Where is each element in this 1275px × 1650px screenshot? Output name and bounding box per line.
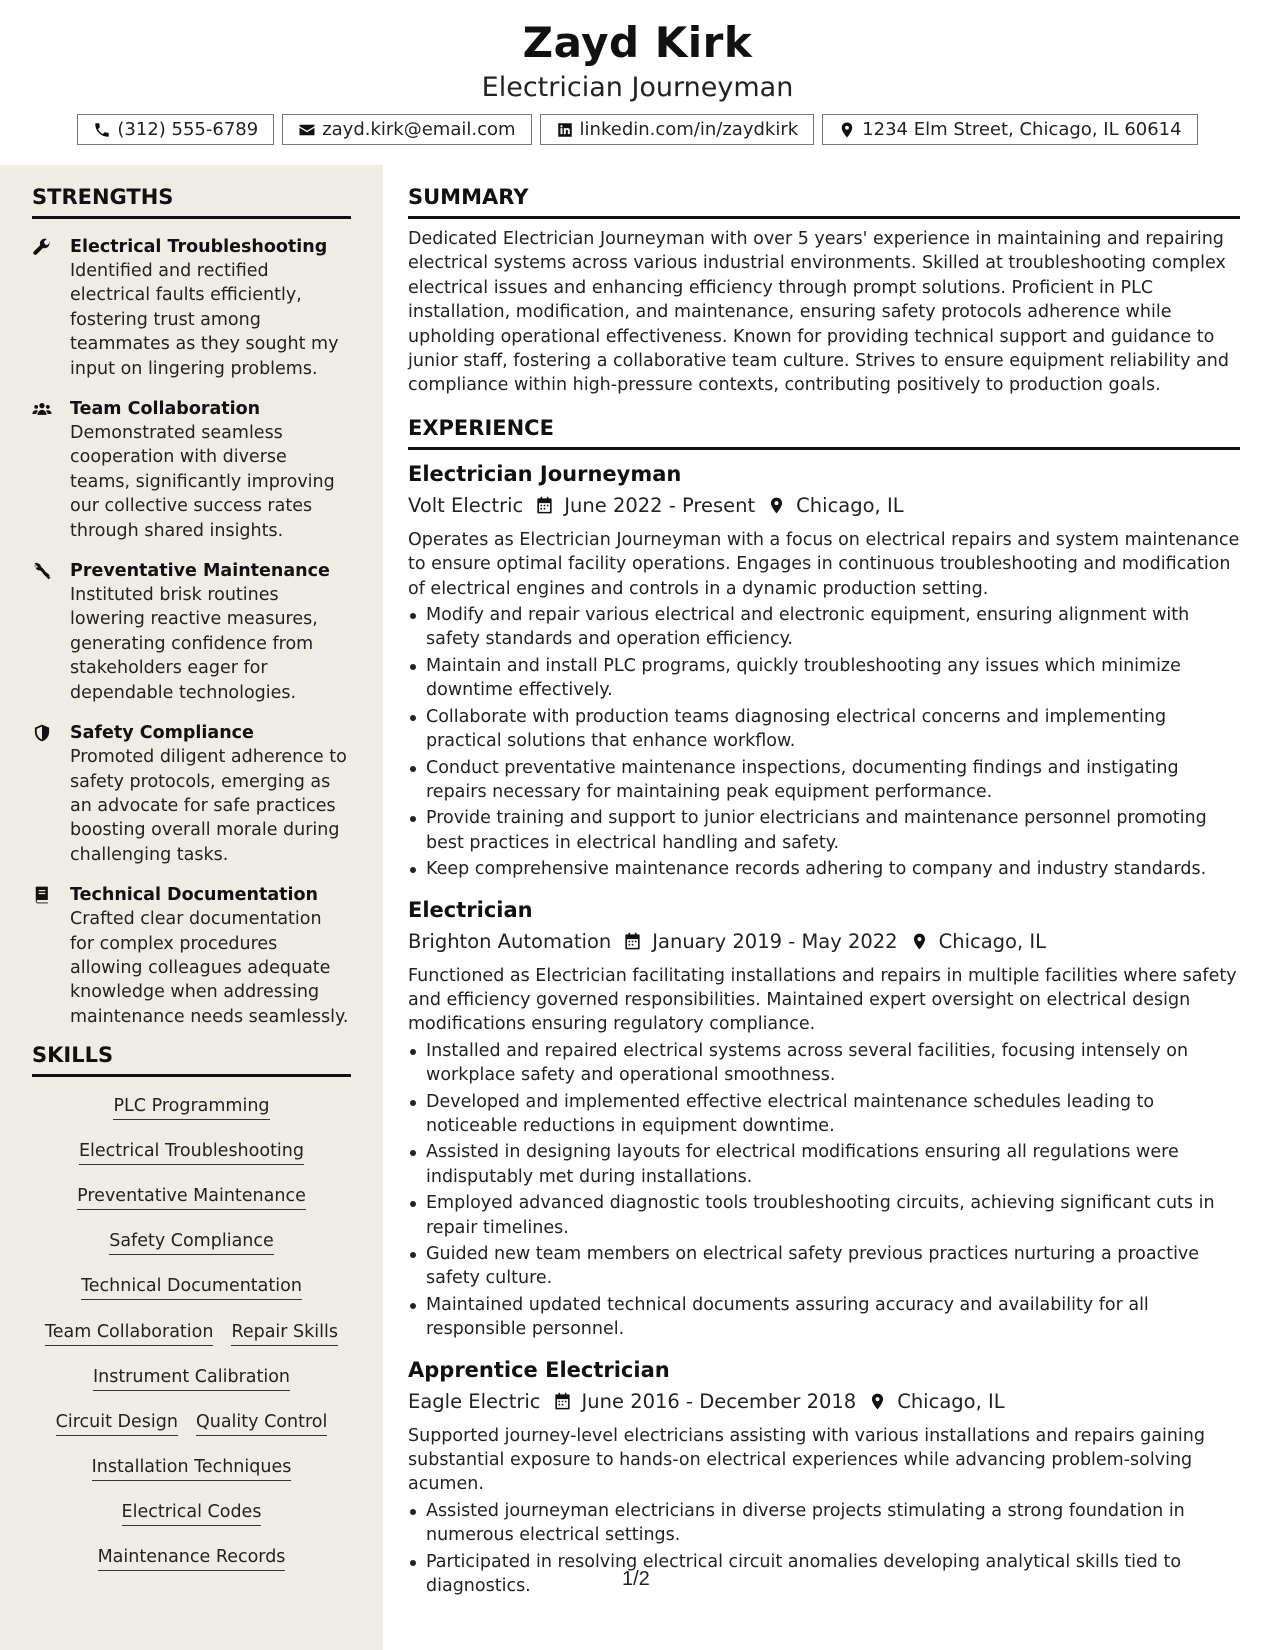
job-description: Operates as Electrician Journeyman with a focus on electrical repairs and system maintenance to ensure optimal facility operations. Engages in continuous troubleshooting and modification of electrical engines and controls in a dynamic production setting. (408, 529, 1240, 599)
job-bullet: Conduct preventative maintenance inspections, documenting findings and instigating repairs necessary for maintaining peak equipment performance. (408, 756, 1240, 805)
skill-tag: PLC Programming (113, 1096, 269, 1120)
job-meta (408, 928, 1240, 956)
contact-linkedin[interactable] (540, 114, 815, 145)
job-bullet: Maintain and install PLC programs, quickly troubleshooting any issues which minimize downtime effectively. (408, 654, 1240, 703)
calendar-icon (623, 932, 642, 951)
job-entry (408, 1356, 1240, 1599)
skills-section (32, 1043, 351, 1582)
skill-tag: Repair Skills (231, 1322, 338, 1346)
job-bullet: Collaborate with production teams diagnosing electrical concerns and implementing practical solutions that enhance workflow. (408, 705, 1240, 754)
contact-email[interactable] (282, 114, 531, 145)
job-bullet: Keep comprehensive maintenance records adhering to company and industry standards. (408, 857, 1240, 881)
strengths-title: STRENGTHS (32, 185, 351, 219)
contact-address (822, 114, 1197, 145)
skill-tag: Installation Techniques (92, 1457, 292, 1481)
summary-text: Dedicated Electrician Journeyman with over 5 years' experience in maintaining and repairing electrical systems across various industrial environments. Skilled at troubleshooting complex electrical issues and enhancing efficiency through prompt solutions. Proficient in PLC installation, modification, and maintenance, ensuring safety protocols adherence while upholding operational effectiveness. Known for providing technical support and guidance to junior staff, fostering a collaborative team culture. Strives to ensure equipment reliability and compliance within high-pressure contexts, contributing positively to production goals. (408, 229, 1229, 396)
job-bullet: Guided new team members on electrical safety previous practices nurturing a proactive safety culture. (408, 1242, 1240, 1291)
skill-tag: Maintenance Records (98, 1547, 286, 1571)
job-meta (408, 1388, 1240, 1416)
calendar-icon (535, 496, 554, 515)
job-company: Volt Electric (408, 493, 524, 517)
job-meta (408, 492, 1240, 520)
strength-name: Safety Compliance (70, 723, 254, 744)
strengths-section (32, 185, 351, 1029)
skill-tag: Instrument Calibration (93, 1367, 290, 1391)
strength-name: Technical Documentation (70, 885, 319, 906)
candidate-title: Electrician Journeyman (481, 72, 794, 103)
strength-desc: Identified and rectified electrical faults efficiently, fostering trust among teammates as they sought my input on lingering problems. (70, 261, 339, 379)
main-column (408, 165, 1240, 1598)
skills-title: SKILLS (32, 1043, 351, 1077)
skill-tag: Quality Control (196, 1412, 327, 1436)
job-entry (408, 896, 1240, 1342)
job-company: Brighton Automation (408, 929, 612, 953)
summary-title: SUMMARY (408, 185, 1240, 219)
resume-header (0, 0, 1275, 165)
contact-email-text: zayd.kirk@email.com (322, 119, 516, 140)
strength-desc: Promoted diligent adherence to safety protocols, emerging as an advocate for safe practices boosting overall morale during challenging tasks. (70, 747, 347, 865)
experience-title: EXPERIENCE (408, 416, 1240, 450)
strength-name: Preventative Maintenance (70, 561, 330, 582)
job-bullet: Developed and implemented effective electrical maintenance schedules leading to noticeable reductions in equipment downtime. (408, 1090, 1240, 1139)
job-description: Supported journey-level electricians assisting with various installations and repairs gaining substantial exposure to hands-on electrical experiences while advancing problem-solving acumen. (408, 1425, 1205, 1495)
job-dates: June 2016 - December 2018 (581, 1389, 857, 1413)
calendar-icon (553, 1392, 572, 1411)
map-pin-icon (868, 1392, 887, 1411)
experience-section (408, 416, 1240, 1599)
skill-tag: Electrical Troubleshooting (79, 1141, 304, 1165)
job-location: Chicago, IL (796, 493, 904, 517)
job-bullet: Provide training and support to junior electricians and maintenance personnel promoting best practices in electrical handling and safety. (408, 806, 1240, 855)
contact-linkedin-text: linkedin.com/in/zaydkirk (579, 119, 799, 140)
job-location: Chicago, IL (897, 1389, 1005, 1413)
tools-icon (32, 561, 52, 581)
strength-name: Team Collaboration (70, 399, 261, 420)
strength-desc: Instituted brisk routines lowering reactive measures, generating confidence from stakeholders eager for dependable technologies. (70, 585, 318, 703)
sidebar (0, 165, 383, 1650)
job-location: Chicago, IL (938, 929, 1046, 953)
contact-bar (0, 114, 1275, 145)
phone-icon (93, 121, 111, 139)
strength-item (32, 235, 351, 381)
map-pin-icon (910, 932, 929, 951)
job-title: Apprentice Electrician (408, 1357, 670, 1382)
skill-tag: Circuit Design (56, 1412, 178, 1436)
job-bullet: Maintained updated technical documents assuring accuracy and availability for all responsible personnel. (408, 1293, 1240, 1342)
job-bullets (408, 1499, 1240, 1599)
wrench-icon (32, 237, 52, 257)
contact-phone-text: (312) 555-6789 (117, 119, 259, 140)
job-dates: June 2022 - Present (564, 493, 756, 517)
strength-item (32, 721, 351, 867)
envelope-icon (298, 121, 316, 139)
skills-list (32, 1085, 351, 1582)
contact-phone (77, 114, 274, 145)
job-bullet: Installed and repaired electrical systems across several facilities, focusing intensely on workplace safety and operational smoothness. (408, 1039, 1240, 1088)
map-pin-icon (838, 121, 856, 139)
job-bullet: Assisted journeyman electricians in diverse projects stimulating a strong foundation in numerous electrical settings. (408, 1499, 1240, 1548)
strength-item (32, 883, 351, 1029)
strength-desc: Crafted clear documentation for complex procedures allowing colleagues adequate knowledge when addressing maintenance needs seamlessly. (70, 909, 349, 1027)
job-dates: January 2019 - May 2022 (652, 929, 898, 953)
skill-tag: Safety Compliance (109, 1231, 274, 1255)
page-number: 1/2 (622, 1568, 650, 1590)
skill-tag: Team Collaboration (45, 1322, 213, 1346)
linkedin-icon (556, 121, 574, 139)
job-company: Eagle Electric (408, 1389, 541, 1413)
job-description: Functioned as Electrician facilitating installations and repairs in multiple facilities where safety and efficiency governed responsibilities. Maintained expert oversight on electrical design modifications ensuring regulatory compliance. (408, 965, 1237, 1035)
job-bullets (408, 1039, 1240, 1342)
map-pin-icon (767, 496, 786, 515)
job-entry (408, 460, 1240, 882)
strength-item (32, 559, 351, 705)
summary-section (408, 185, 1240, 398)
job-bullet: Modify and repair various electrical and electronic equipment, ensuring alignment with safety standards and operation efficiency. (408, 603, 1240, 652)
job-bullets (408, 603, 1240, 881)
shield-icon (32, 723, 52, 743)
contact-address-text: 1234 Elm Street, Chicago, IL 60614 (862, 119, 1182, 140)
strength-item (32, 397, 351, 543)
job-bullet: Participated in resolving electrical circuit anomalies developing analytical skills tied to diagnostics. (408, 1550, 1240, 1599)
job-bullet: Assisted in designing layouts for electrical modifications ensuring all regulations were indisputably met during installations. (408, 1140, 1240, 1189)
book-icon (32, 885, 52, 905)
skill-tag: Technical Documentation (81, 1276, 302, 1300)
skill-tag: Electrical Codes (122, 1502, 262, 1526)
candidate-name: Zayd Kirk (522, 18, 753, 67)
skill-tag: Preventative Maintenance (77, 1186, 306, 1210)
strength-name: Electrical Troubleshooting (70, 237, 328, 257)
job-title: Electrician (408, 897, 533, 922)
strength-desc: Demonstrated seamless cooperation with diverse teams, significantly improving our collective success rates through shared insights. (70, 423, 335, 541)
job-title: Electrician Journeyman (408, 461, 682, 486)
users-icon (32, 399, 52, 419)
job-bullet: Employed advanced diagnostic tools troubleshooting circuits, achieving significant cuts in repair timelines. (408, 1191, 1240, 1240)
